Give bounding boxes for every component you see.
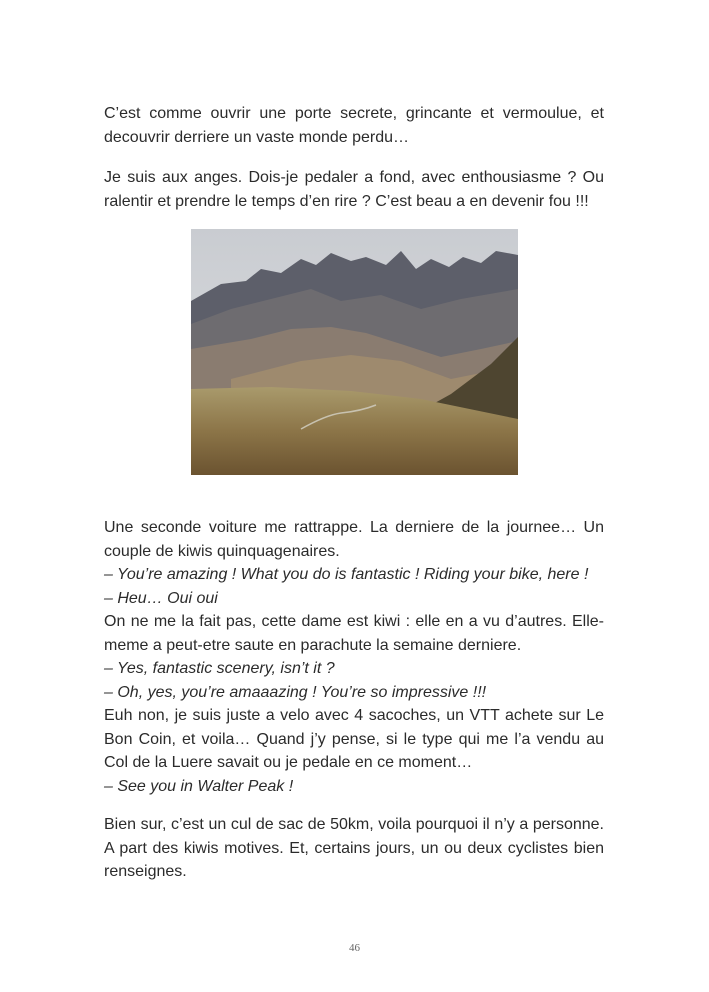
dialogue-line: – Heu… Oui oui: [104, 589, 218, 607]
dialogue-line: – See you in Walter Peak !: [104, 777, 294, 795]
dialogue-line: – Oh, yes, you’re amaaazing ! You’re so impressive !!!: [104, 683, 487, 701]
closing-text: [104, 813, 604, 884]
paragraph: Je suis aux anges. Dois-je pedaler a fond, avec enthousiasme ? Ou ralentir et prendre le temps d’en rire ? C’est beau a en devenir fou !!!: [104, 169, 604, 210]
dialogue-line: – Yes, fantastic scenery, isn’t it ?: [104, 660, 335, 677]
narration-line: Euh non, je suis juste a velo avec 4 sacoches, un VTT achete sur Le Bon Coin, et voila… Quand j’y pense, si le type qui me l’a vendu au Col de la Luere savait ou je pedale en ce moment…: [104, 707, 604, 771]
intro-text-2: [104, 166, 604, 213]
dialogue-text: [104, 516, 604, 798]
narration-line: Une seconde voiture me rattrappe. La derniere de la journee… Un couple de kiwis quinquagenaires.: [104, 519, 604, 560]
narration-line: On ne me la fait pas, cette dame est kiwi : elle en a vu d’autres. Elle-meme a peut-etre saute en parachute la semaine derniere.: [104, 613, 604, 654]
paragraph: C’est comme ouvrir une porte secrete, grincante et vermoulue, et decouvrir derriere un vaste monde perdu…: [104, 105, 604, 146]
intro-text: [104, 102, 604, 149]
paragraph: Bien sur, c’est un cul de sac de 50km, voila pourquoi il n’y a personne. A part des kiwis motives. Et, certains jours, un ou deux cyclistes bien renseignes.: [104, 816, 604, 880]
dialogue-line: – You’re amazing ! What you do is fantastic ! Riding your bike, here !: [104, 566, 589, 583]
mountain-landscape-photo: [191, 229, 518, 475]
page-number: 46: [349, 942, 360, 954]
